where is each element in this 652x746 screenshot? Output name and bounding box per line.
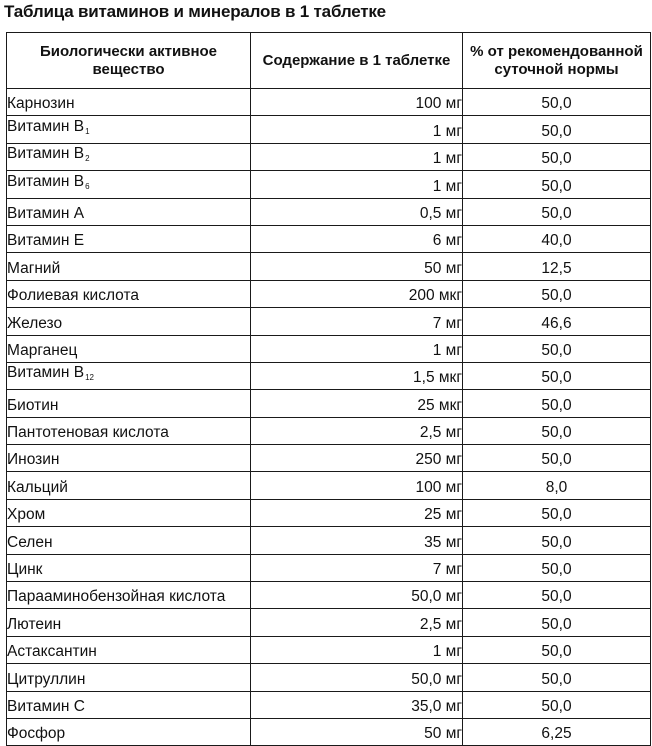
percent-cell: 50,0: [463, 335, 651, 362]
substance-name-cell: [7, 499, 251, 526]
percent-cell: 40,0: [463, 225, 651, 252]
table-row: [7, 308, 651, 335]
amount-cell: 200 мкг: [251, 280, 463, 307]
table-row: [7, 554, 651, 581]
percent-cell: 50,0: [463, 390, 651, 417]
substance-name-cell: [7, 390, 251, 417]
substance-name-cell: [7, 116, 251, 143]
amount-cell: 7 мг: [251, 554, 463, 581]
substance-name: Витамин Е: [7, 232, 85, 250]
substance-name-cell: [7, 362, 251, 389]
amount-cell: 1,5 мкг: [251, 362, 463, 389]
table-row: [7, 636, 651, 663]
amount-cell: 6 мг: [251, 225, 463, 252]
substance-name: Железо: [7, 314, 63, 332]
amount-cell: 50,0 мг: [251, 664, 463, 691]
amount-cell: 250 мг: [251, 445, 463, 472]
table-row: [7, 609, 651, 636]
table-row: [7, 445, 651, 472]
table-row: [7, 664, 651, 691]
substance-subscript: 2: [85, 154, 90, 164]
substance-name-cell: [7, 89, 251, 116]
percent-cell: 6,25: [463, 718, 651, 745]
substance-name-cell: [7, 664, 251, 691]
substance-name: Астаксантин: [7, 643, 97, 661]
amount-cell: 1 мг: [251, 335, 463, 362]
page-title: Таблица витаминов и минералов в 1 таблетке: [4, 2, 386, 21]
amount-cell: 1 мг: [251, 116, 463, 143]
substance-name-cell: [7, 554, 251, 581]
substance-name: Лютеин: [7, 615, 62, 633]
substance-name-cell: [7, 417, 251, 444]
amount-cell: 2,5 мг: [251, 417, 463, 444]
table-row: [7, 499, 651, 526]
table-row: [7, 390, 651, 417]
substance-name: Цинк: [7, 561, 43, 579]
percent-cell: 50,0: [463, 89, 651, 116]
percent-cell: 50,0: [463, 636, 651, 663]
table-row: [7, 171, 651, 198]
table-row: [7, 225, 651, 252]
substance-name-cell: [7, 609, 251, 636]
substance-name-cell: [7, 171, 251, 198]
column-header-percent: % от рекомендованной суточной нормы: [463, 33, 651, 89]
table-header-row: [7, 33, 651, 89]
percent-cell: 50,0: [463, 691, 651, 718]
table-row: [7, 362, 651, 389]
table-row: [7, 582, 651, 609]
substance-name-cell: [7, 225, 251, 252]
amount-cell: 1 мг: [251, 143, 463, 170]
percent-cell: 50,0: [463, 445, 651, 472]
percent-cell: 12,5: [463, 253, 651, 280]
amount-cell: 25 мкг: [251, 390, 463, 417]
substance-name: Фосфор: [7, 725, 66, 743]
percent-cell: 50,0: [463, 198, 651, 225]
substance-name: Хром: [7, 506, 46, 524]
substance-name-cell: [7, 143, 251, 170]
table-row: [7, 335, 651, 362]
substance-name-cell: [7, 527, 251, 554]
percent-cell: 50,0: [463, 527, 651, 554]
substance-name-cell: [7, 582, 251, 609]
amount-cell: 1 мг: [251, 636, 463, 663]
percent-cell: 50,0: [463, 417, 651, 444]
amount-cell: 35 мг: [251, 527, 463, 554]
percent-cell: 50,0: [463, 664, 651, 691]
substance-name-cell: [7, 636, 251, 663]
amount-cell: 35,0 мг: [251, 691, 463, 718]
percent-cell: 50,0: [463, 554, 651, 581]
substance-name: Витамин А: [7, 204, 85, 222]
amount-cell: 50 мг: [251, 253, 463, 280]
amount-cell: 0,5 мг: [251, 198, 463, 225]
table-body: [7, 89, 651, 746]
percent-cell: 50,0: [463, 280, 651, 307]
table-row: [7, 691, 651, 718]
substance-name-cell: [7, 198, 251, 225]
substance-name-cell: [7, 280, 251, 307]
substance-name: Витамин В: [7, 364, 85, 382]
amount-cell: 1 мг: [251, 171, 463, 198]
amount-cell: 100 мг: [251, 89, 463, 116]
substance-name: Витамин В: [7, 117, 85, 135]
vitamins-table: [6, 32, 651, 746]
percent-cell: 50,0: [463, 609, 651, 636]
substance-name: Витамин В: [7, 172, 85, 190]
substance-name: Фолиевая кислота: [7, 287, 139, 305]
substance-name-cell: [7, 718, 251, 745]
substance-name: Биотин: [7, 396, 59, 414]
substance-name-cell: [7, 472, 251, 499]
amount-cell: 100 мг: [251, 472, 463, 499]
percent-cell: 50,0: [463, 143, 651, 170]
table-row: [7, 718, 651, 745]
percent-cell: 50,0: [463, 116, 651, 143]
substance-subscript: 6: [85, 181, 90, 191]
substance-name: Витамин В: [7, 145, 85, 163]
table-row: [7, 280, 651, 307]
table-row: [7, 143, 651, 170]
substance-subscript: 12: [85, 373, 94, 383]
substance-name: Селен: [7, 533, 53, 551]
amount-cell: 7 мг: [251, 308, 463, 335]
substance-name-cell: [7, 335, 251, 362]
substance-name-cell: [7, 445, 251, 472]
substance-name: Марганец: [7, 341, 78, 359]
amount-cell: 2,5 мг: [251, 609, 463, 636]
table-row: [7, 253, 651, 280]
table-row: [7, 527, 651, 554]
column-header-substance: Биологически активное вещество: [7, 33, 251, 89]
substance-name: Кальций: [7, 478, 68, 496]
table-row: [7, 198, 651, 225]
substance-name-cell: [7, 308, 251, 335]
substance-name: Инозин: [7, 451, 60, 469]
substance-name-cell: [7, 691, 251, 718]
table-row: [7, 472, 651, 499]
percent-cell: 46,6: [463, 308, 651, 335]
table-row: [7, 417, 651, 444]
substance-name: Цитруллин: [7, 670, 86, 688]
substance-name: Витамин С: [7, 697, 85, 715]
substance-name: Магний: [7, 259, 61, 277]
column-header-content: Содержание в 1 таблетке: [251, 33, 463, 89]
table-row: [7, 116, 651, 143]
percent-cell: 50,0: [463, 171, 651, 198]
substance-subscript: 1: [85, 126, 90, 136]
substance-name: Карнозин: [7, 95, 75, 113]
amount-cell: 50,0 мг: [251, 582, 463, 609]
percent-cell: 50,0: [463, 499, 651, 526]
table-row: [7, 89, 651, 116]
substance-name-cell: [7, 253, 251, 280]
amount-cell: 25 мг: [251, 499, 463, 526]
percent-cell: 8,0: [463, 472, 651, 499]
amount-cell: 50 мг: [251, 718, 463, 745]
substance-name: Пантотеновая кислота: [7, 424, 169, 442]
percent-cell: 50,0: [463, 362, 651, 389]
substance-name: Парааминобензойная кислота: [7, 588, 226, 606]
percent-cell: 50,0: [463, 582, 651, 609]
